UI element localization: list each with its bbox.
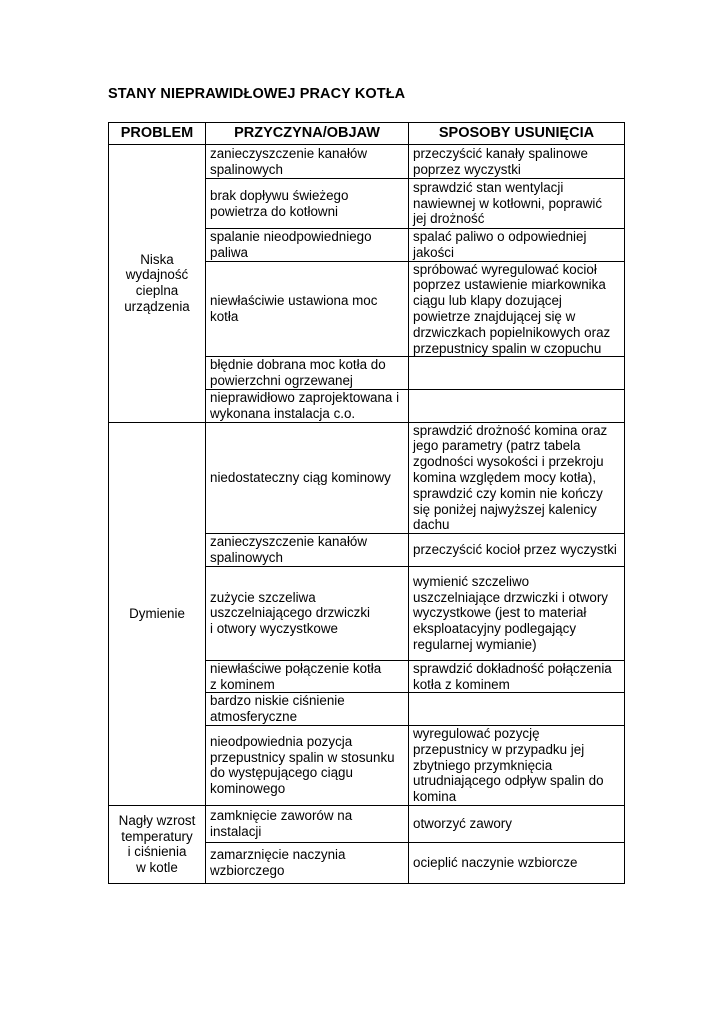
solution-cell: spróbować wyregulować kocioł poprzez ustawienie miarkownika ciągu lub klapy dozującej powietrze znajdującej się w drzwiczkach popielnikowych oraz przepustnicy spalin w czopuchu bbox=[409, 261, 625, 357]
cause-cell: zużycie szczeliwa uszczelniającego drzwiczki i otwory wyczystkowe bbox=[206, 566, 409, 660]
solution-cell: otworzyć zawory bbox=[409, 805, 625, 842]
solution-cell: ocieplić naczynie wzbiorcze bbox=[409, 842, 625, 883]
solution-cell: przeczyścić kanały spalinowe poprzez wyczystki bbox=[409, 145, 625, 179]
cause-cell: zamarznięcie naczynia wzbiorczego bbox=[206, 842, 409, 883]
cause-cell: błędnie dobrana moc kotła do powierzchni ogrzewanej bbox=[206, 357, 409, 390]
boiler-fault-table bbox=[108, 122, 625, 884]
cause-cell: niedostateczny ciąg kominowy bbox=[206, 422, 409, 534]
problem-cell: Dymienie bbox=[109, 422, 206, 805]
cause-cell: zamknięcie zaworów na instalacji bbox=[206, 805, 409, 842]
header-cause: PRZYCZYNA/OBJAW bbox=[206, 123, 409, 145]
solution-cell: spalać paliwo o odpowiedniej jakości bbox=[409, 229, 625, 262]
solution-cell: wymienić szczeliwo uszczelniające drzwiczki i otwory wyczystkowe (jest to materiał eksploatacyjny podlegający regularnej wymianie) bbox=[409, 566, 625, 660]
header-problem: PROBLEM bbox=[109, 123, 206, 145]
cause-cell: nieprawidłowo zaprojektowana i wykonana instalacja c.o. bbox=[206, 389, 409, 422]
solution-cell bbox=[409, 693, 625, 726]
solution-cell: przeczyścić kocioł przez wyczystki bbox=[409, 534, 625, 567]
table-row bbox=[109, 145, 625, 179]
table-row bbox=[109, 422, 625, 534]
header-solution: SPOSOBY USUNIĘCIA bbox=[409, 123, 625, 145]
solution-cell bbox=[409, 357, 625, 390]
cause-cell: zanieczyszczenie kanałów spalinowych bbox=[206, 534, 409, 567]
problem-cell: Niska wydajność cieplna urządzenia bbox=[109, 145, 206, 423]
solution-cell: wyregulować pozycję przepustnicy w przypadku jej zbytniego przymknięcia utrudniającego odpływ spalin do komina bbox=[409, 725, 625, 805]
cause-cell: zanieczyszczenie kanałów spalinowych bbox=[206, 145, 409, 179]
cause-cell: bardzo niskie ciśnienie atmosferyczne bbox=[206, 693, 409, 726]
table-row bbox=[109, 805, 625, 842]
solution-cell: sprawdzić stan wentylacji nawiewnej w kotłowni, poprawić jej drożność bbox=[409, 179, 625, 229]
solution-cell: sprawdzić drożność komina oraz jego parametry (patrz tabela zgodności wysokości i przekroju komina względem mocy kotła), sprawdzić czy komin nie kończy się poniżej najwyższej kalenicy dachu bbox=[409, 422, 625, 534]
cause-cell: brak dopływu świeżego powietrza do kotłowni bbox=[206, 179, 409, 229]
cause-cell: spalanie nieodpowiedniego paliwa bbox=[206, 229, 409, 262]
problem-cell: Nagły wzrost temperatury i ciśnienia w kotle bbox=[109, 805, 206, 883]
cause-cell: niewłaściwe połączenie kotła z kominem bbox=[206, 660, 409, 693]
table-header-row bbox=[109, 123, 625, 145]
cause-cell: niewłaściwie ustawiona moc kotła bbox=[206, 261, 409, 357]
solution-cell: sprawdzić dokładność połączenia kotła z kominem bbox=[409, 660, 625, 693]
cause-cell: nieodpowiednia pozycja przepustnicy spalin w stosunku do występującego ciągu kominowego bbox=[206, 725, 409, 805]
document-title: STANY NIEPRAWIDŁOWEJ PRACY KOTŁA bbox=[108, 86, 406, 102]
solution-cell bbox=[409, 389, 625, 422]
